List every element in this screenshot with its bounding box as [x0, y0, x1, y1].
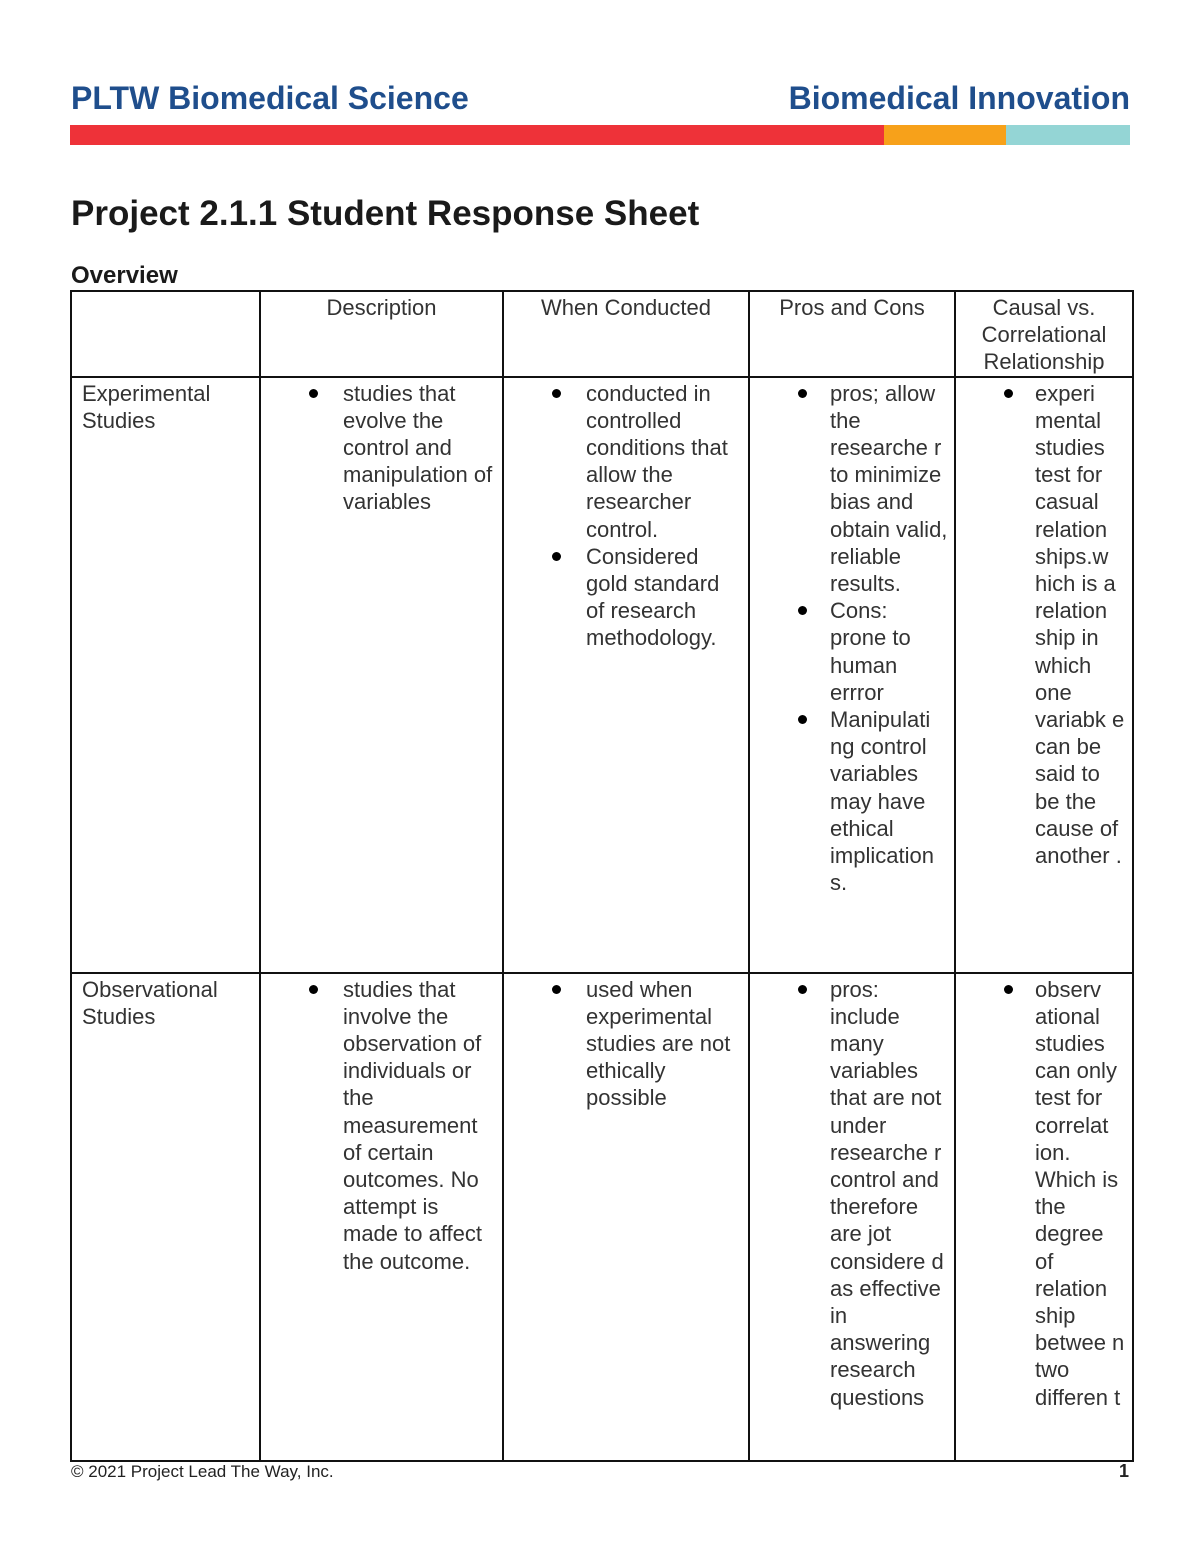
- header-course-title: Biomedical Innovation: [788, 80, 1130, 116]
- footer-page-number: 1: [1118, 1461, 1129, 1481]
- table-row: [71, 973, 1133, 1461]
- header-color-bar: [70, 125, 1130, 145]
- color-bar-orange: [884, 125, 1006, 145]
- header-cell-empty: [71, 291, 260, 377]
- table-header-row: [71, 291, 1133, 377]
- list-item: experi mental studies test for casual relation ships.w hich is a relation ship in which one variabk e can be said to be the cause of another .: [956, 380, 1132, 870]
- cell-observational-description: [260, 973, 503, 1461]
- cell-observational-pros-cons: [749, 973, 955, 1461]
- cell-observational-when: [503, 973, 749, 1461]
- color-bar-teal: [1006, 125, 1130, 145]
- cell-experimental-causal: [955, 377, 1133, 973]
- cell-observational-causal: [955, 973, 1133, 1461]
- row-label-experimental: Experimental Studies: [71, 377, 260, 973]
- header-cell-when-conducted: When Conducted: [503, 291, 749, 377]
- list-item: Considered gold standard of research methodology.: [504, 543, 748, 652]
- section-heading-overview: Overview: [71, 262, 178, 289]
- list-item: Cons: prone to human errror: [750, 597, 954, 706]
- list-item: pros; allow the researche r to minimize bias and obtain valid, reliable results.: [750, 380, 954, 598]
- row-label-observational: Observational Studies: [71, 973, 260, 1461]
- cell-experimental-pros-cons: [749, 377, 955, 973]
- overview-table: [70, 290, 1134, 1462]
- list-item: pros: include many variables that are not under researche r control and therefore are jot considere d as effective in answering research questions: [750, 976, 954, 1411]
- list-item: studies that involve the observation of individuals or the measurement of certain outcomes. No attempt is made to affect the outcome.: [261, 976, 502, 1275]
- document-title: Project 2.1.1 Student Response Sheet: [71, 194, 700, 233]
- color-bar-red: [70, 125, 884, 145]
- footer-copyright: © 2021 Project Lead The Way, Inc.: [71, 1462, 334, 1481]
- header-cell-description: Description: [260, 291, 503, 377]
- cell-experimental-when: [503, 377, 749, 973]
- header-cell-pros-cons: Pros and Cons: [749, 291, 955, 377]
- cell-experimental-description: [260, 377, 503, 973]
- table-row: [71, 377, 1133, 973]
- list-item: conducted in controlled conditions that allow the researcher control.: [504, 380, 748, 543]
- header-cell-causal-correlational: Causal vs. Correlational Relationship: [955, 291, 1133, 377]
- header-program-title: PLTW Biomedical Science: [71, 80, 469, 116]
- list-item: Manipulati ng control variables may have ethical implication s.: [750, 706, 954, 896]
- list-item: studies that evolve the control and manipulation of variables: [261, 380, 502, 516]
- list-item: used when experimental studies are not ethically possible: [504, 976, 748, 1112]
- list-item: observ ational studies can only test for correlat ion. Which is the degree of relation ship betwee n two differen t: [956, 976, 1132, 1411]
